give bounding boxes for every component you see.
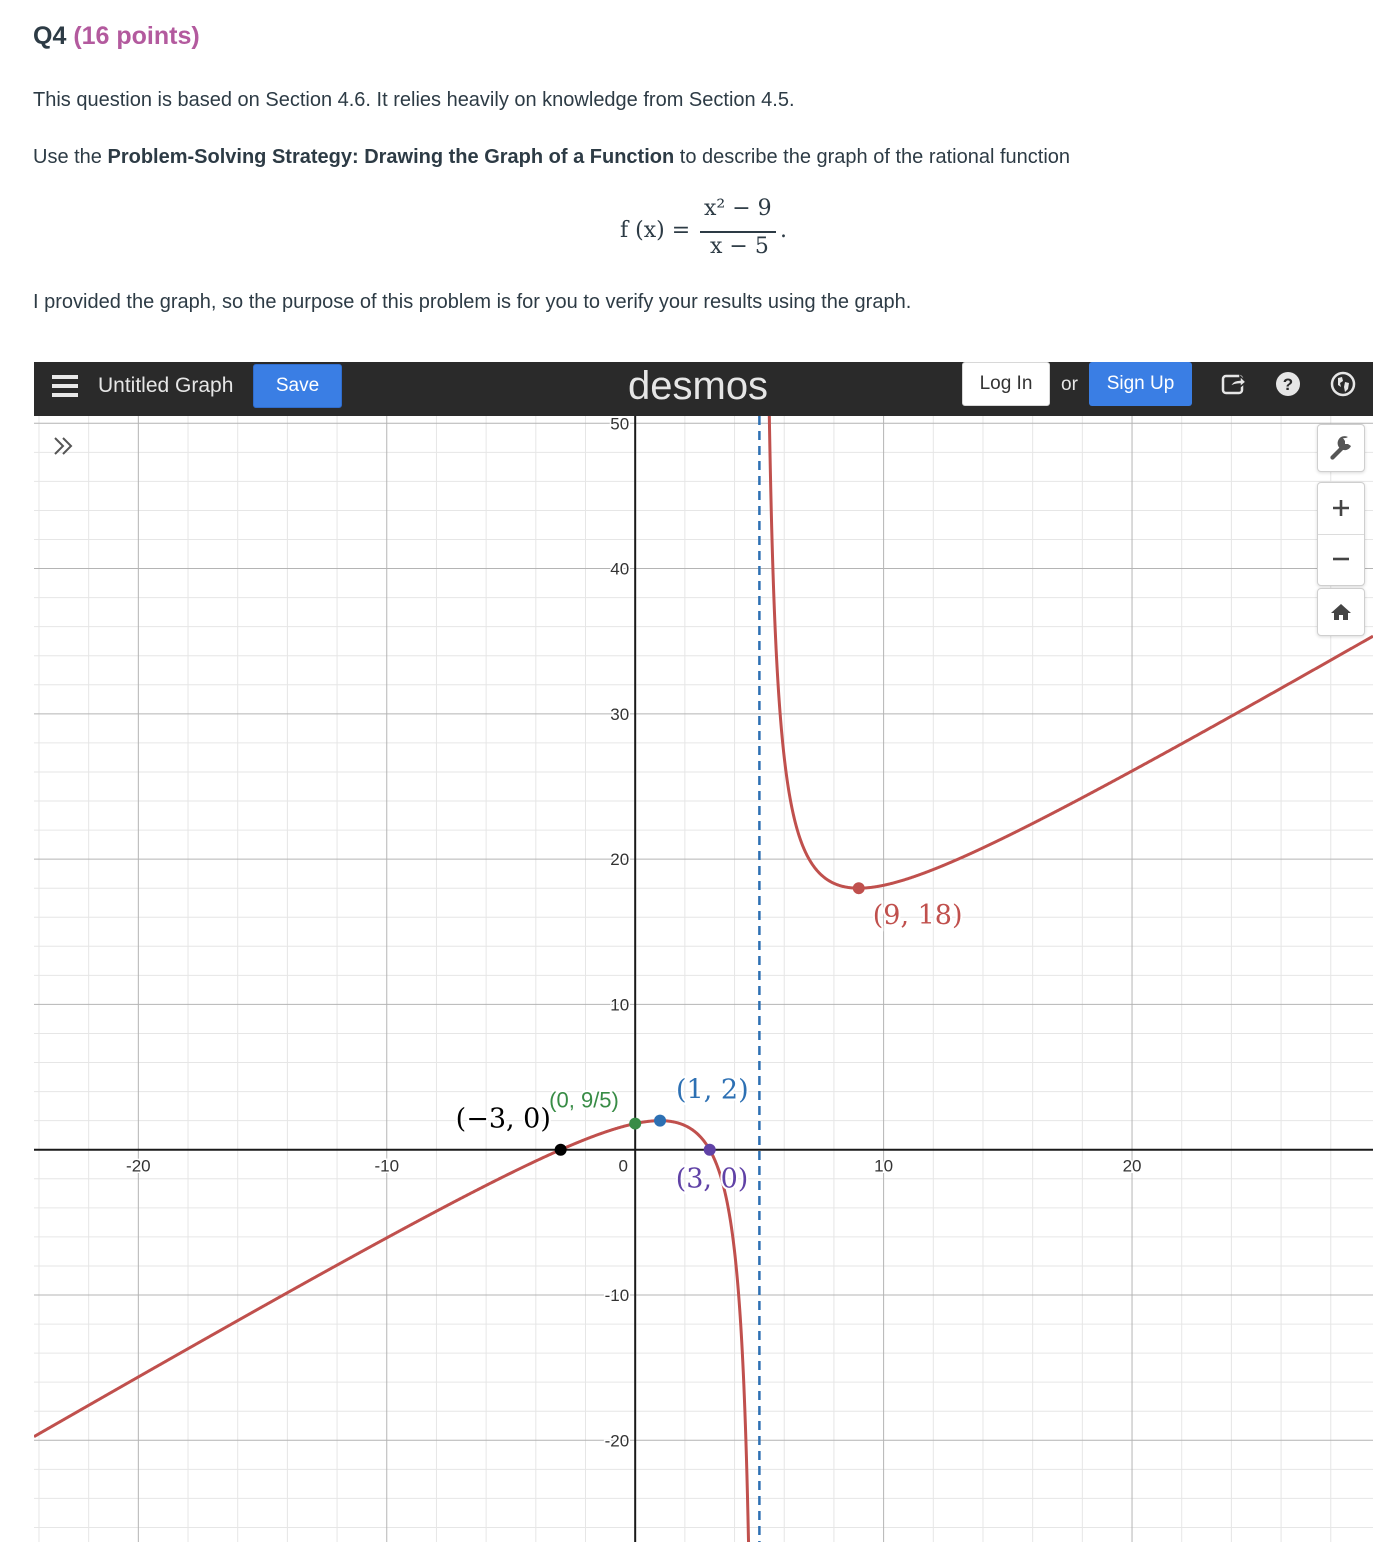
y-tick-label: 50 [610, 416, 630, 434]
x-tick-label: 0 [618, 1156, 628, 1176]
x-tick-label: 20 [1122, 1156, 1142, 1176]
formula-lhs: f (x) = [620, 218, 691, 243]
question-number: Q4 [33, 22, 67, 50]
point-label: (3, 0) [675, 1163, 749, 1195]
x-tick-label: -10 [374, 1156, 400, 1176]
save-button[interactable]: Save [253, 364, 342, 408]
expand-list-icon[interactable] [46, 428, 82, 464]
x-tick-label: -20 [126, 1156, 151, 1176]
zoom-controls [1317, 482, 1365, 586]
point-marker [555, 1144, 567, 1156]
question-points: (16 points) [73, 22, 200, 50]
desmos-logo: desmos [628, 364, 769, 408]
signup-button[interactable]: Sign Up [1089, 362, 1192, 406]
instruction-suffix: to describe the graph of the rational function [674, 146, 1071, 168]
menu-icon[interactable] [52, 375, 78, 401]
formula-denominator: x − 5 [710, 234, 769, 259]
zoom-out-icon [1318, 535, 1364, 585]
graph-paper[interactable] [34, 416, 1373, 1542]
globe-icon[interactable] [1329, 370, 1357, 398]
curve-right-branch [769, 416, 1373, 888]
share-icon[interactable] [1220, 370, 1248, 398]
point-label: (−3, 0) [455, 1103, 551, 1135]
formula-numerator: x² − 9 [704, 196, 772, 221]
instruction-prefix: Use the [33, 146, 108, 168]
point-marker [704, 1144, 716, 1156]
graph-settings-button[interactable] [1317, 424, 1365, 472]
graph-title[interactable]: Untitled Graph [98, 374, 234, 397]
point-marker [853, 882, 865, 894]
intro-text: This question is based on Section 4.6. It relies heavily on knowledge from Section 4.5. [33, 89, 795, 111]
y-tick-label: -20 [604, 1431, 630, 1451]
point-label: (9, 18) [872, 900, 963, 932]
formula-period: . [780, 218, 787, 243]
desmos-embed [34, 362, 1373, 1542]
y-tick-label: 10 [610, 995, 630, 1015]
y-tick-label: 20 [610, 850, 630, 870]
zoom-in-button[interactable] [1318, 483, 1364, 533]
point-marker [654, 1115, 666, 1127]
y-tick-label: 40 [610, 559, 630, 579]
fraction-bar [700, 231, 776, 233]
svg-text:?: ? [1282, 375, 1294, 394]
default-viewport-button[interactable] [1317, 588, 1365, 636]
curve-left-branch [34, 1121, 750, 1542]
x-tick-label: 10 [874, 1156, 894, 1176]
instruction-bold: Problem-Solving Strategy: Drawing the Graph of a Function [107, 146, 675, 168]
instruction-text [33, 146, 1070, 169]
login-button[interactable]: Log In [962, 362, 1050, 406]
point-label: (1, 2) [676, 1074, 749, 1106]
desmos-topbar [34, 362, 1373, 416]
point-label: (0, 9/5) [549, 1087, 619, 1113]
help-icon[interactable] [1274, 370, 1302, 398]
point-marker [629, 1118, 641, 1130]
question-heading [33, 22, 200, 51]
wrench-icon [1318, 425, 1364, 471]
home-icon [1318, 589, 1364, 635]
zoom-out-button[interactable] [1318, 534, 1364, 585]
y-tick-label: 30 [610, 704, 630, 724]
zoom-in-icon [1318, 483, 1364, 533]
y-tick-label: -10 [604, 1286, 630, 1306]
note-text: I provided the graph, so the purpose of this problem is for you to verify your results using the graph. [33, 291, 912, 313]
or-text: or [1061, 374, 1078, 395]
